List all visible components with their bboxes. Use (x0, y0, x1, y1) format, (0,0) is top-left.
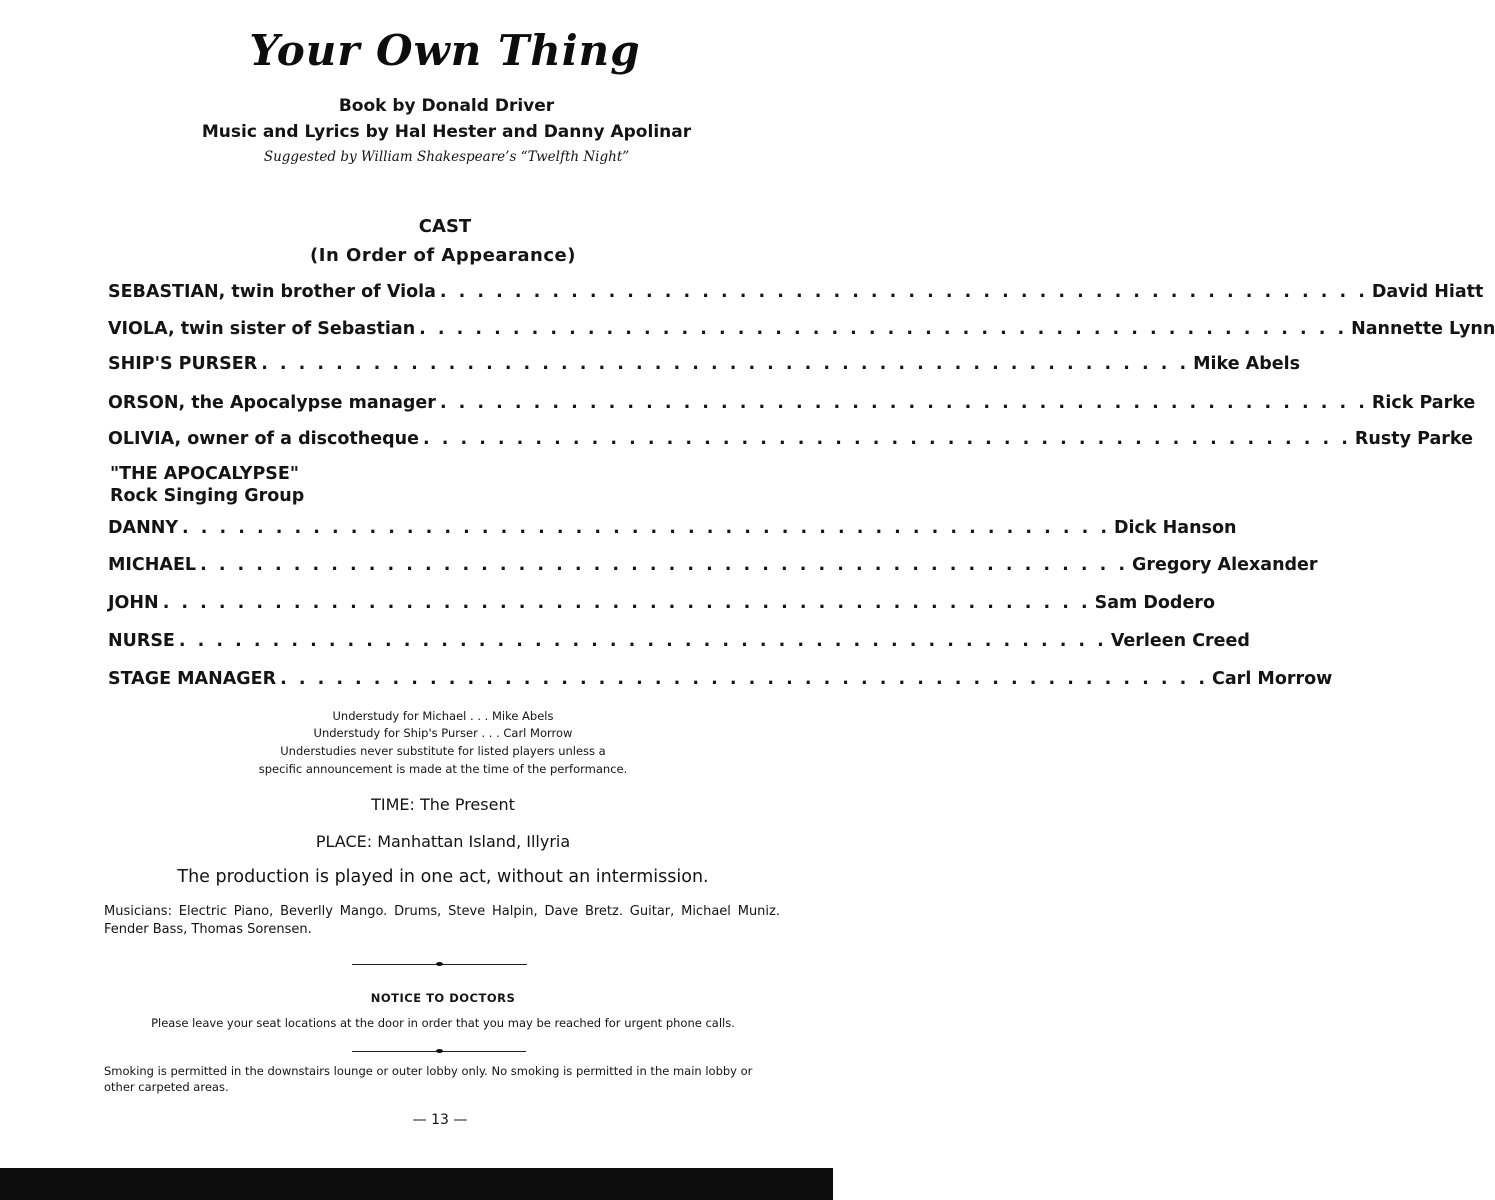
music-credit: Music and Lyrics by Hal Hester and Danny Apolinar (201, 122, 692, 142)
cast-row (108, 555, 1318, 579)
cast-row (108, 631, 1250, 655)
understudy-line: specific announcement is made at the time of the performance. (258, 762, 628, 776)
cast-row (108, 518, 1237, 542)
notice-title: NOTICE TO DOCTORS (370, 991, 516, 1005)
musicians-credit: Musicians: Electric Piano, Beverlly Mango. Drums, Steve Halpin, Dave Bretz. Guitar, Michael Muniz. Fender Bass, Thomas Sorensen. (104, 904, 780, 937)
cast-actor: David Hiatt (1371, 282, 1484, 302)
cast-role: NURSE (108, 631, 175, 651)
cast-subheading: (In Order of Appearance) (310, 245, 576, 266)
place-line: PLACE: Manhattan Island, Illyria (315, 832, 571, 851)
cast-role: MICHAEL (108, 555, 197, 575)
group-name: "THE APOCALYPSE" (110, 464, 299, 484)
smoking-notice: Smoking is permitted in the downstairs lounge or outer lobby only. No smoking is permitted in the main lobby or other carpeted areas. (104, 1064, 753, 1094)
cast-actor: Gregory Alexander (1132, 555, 1318, 575)
cast-role: SHIP'S PURSER (108, 354, 258, 374)
cast-actor: Mike Abels (1193, 354, 1301, 374)
cast-role: SEBASTIAN, twin brother of Viola (108, 282, 436, 302)
dot-leader: . . . . . . . . . . . . . . . . . . . . . . . . . . . . . . . . . . . . . . . . . . . . . . . . . . (162, 593, 1091, 613)
cast-role: VIOLA, twin sister of Sebastian (108, 319, 416, 339)
notice-text: Please leave your seat locations at the door in order that you may be reached for urgent phone calls. (151, 1016, 735, 1030)
cast-row (108, 669, 1333, 693)
dot-leader: . . . . . . . . . . . . . . . . . . . . . . . . . . . . . . . . . . . . . . . . . . . . . . . . . . (178, 631, 1107, 651)
time-line: TIME: The Present (371, 795, 515, 814)
divider-ornament (436, 1049, 443, 1053)
suggested-by: Suggested by William Shakespeare’s “Twelfth Night” (263, 149, 630, 165)
understudy-line: Understudy for Ship's Purser . . . Carl Morrow (313, 726, 573, 740)
cast-actor: Rick Parke (1371, 393, 1476, 413)
dot-leader: . . . . . . . . . . . . . . . . . . . . . . . . . . . . . . . . . . . . . . . . . . . . . . . . . . (419, 319, 1348, 339)
cast-role: STAGE MANAGER (108, 669, 277, 689)
cast-row (108, 393, 1476, 417)
cast-row (108, 593, 1215, 617)
divider-ornament (436, 962, 443, 966)
cast-role: ORSON, the Apocalypse manager (108, 393, 436, 413)
scan-border (0, 1168, 833, 1200)
cast-actor: Verleen Creed (1110, 631, 1250, 651)
group-description: Rock Singing Group (110, 486, 305, 506)
dot-leader: . . . . . . . . . . . . . . . . . . . . . . . . . . . . . . . . . . . . . . . . . . . . . . . . . . (280, 669, 1209, 689)
show-title: Your Own Thing (249, 26, 641, 75)
cast-row (108, 282, 1484, 306)
cast-row (108, 429, 1473, 453)
dot-leader: . . . . . . . . . . . . . . . . . . . . . . . . . . . . . . . . . . . . . . . . . . . . . . . . . . (182, 518, 1110, 538)
cast-role: OLIVIA, owner of a discotheque (108, 429, 419, 449)
cast-actor: Dick Hanson (1113, 518, 1237, 538)
production-note: The production is played in one act, without an intermission. (177, 867, 709, 887)
cast-row (108, 319, 1495, 343)
dot-leader: . . . . . . . . . . . . . . . . . . . . . . . . . . . . . . . . . . . . . . . . . . . . . . . . . . (261, 354, 1190, 374)
understudy-line: Understudies never substitute for listed players unless a (280, 744, 606, 758)
book-credit: Book by Donald Driver (338, 96, 555, 116)
cast-row (108, 354, 1301, 378)
dot-leader: . . . . . . . . . . . . . . . . . . . . . . . . . . . . . . . . . . . . . . . . . . . . . . . . . . (439, 393, 1368, 413)
dot-leader: . . . . . . . . . . . . . . . . . . . . . . . . . . . . . . . . . . . . . . . . . . . . . . . . . . (422, 429, 1351, 449)
dot-leader: . . . . . . . . . . . . . . . . . . . . . . . . . . . . . . . . . . . . . . . . . . . . . . . . . . (200, 555, 1129, 575)
cast-role: DANNY (108, 518, 179, 538)
cast-actor: Rusty Parke (1354, 429, 1473, 449)
cast-role: JOHN (108, 593, 159, 613)
cast-actor: Carl Morrow (1212, 669, 1333, 689)
cast-actor: Nannette Lynn (1351, 319, 1495, 339)
dot-leader: . . . . . . . . . . . . . . . . . . . . . . . . . . . . . . . . . . . . . . . . . . . . . . . . . . (439, 282, 1368, 302)
cast-actor: Sam Dodero (1094, 593, 1215, 613)
cast-heading: CAST (418, 216, 472, 237)
understudy-line: Understudy for Michael . . . Mike Abels (332, 709, 554, 723)
page-number: — 13 — (412, 1112, 468, 1128)
